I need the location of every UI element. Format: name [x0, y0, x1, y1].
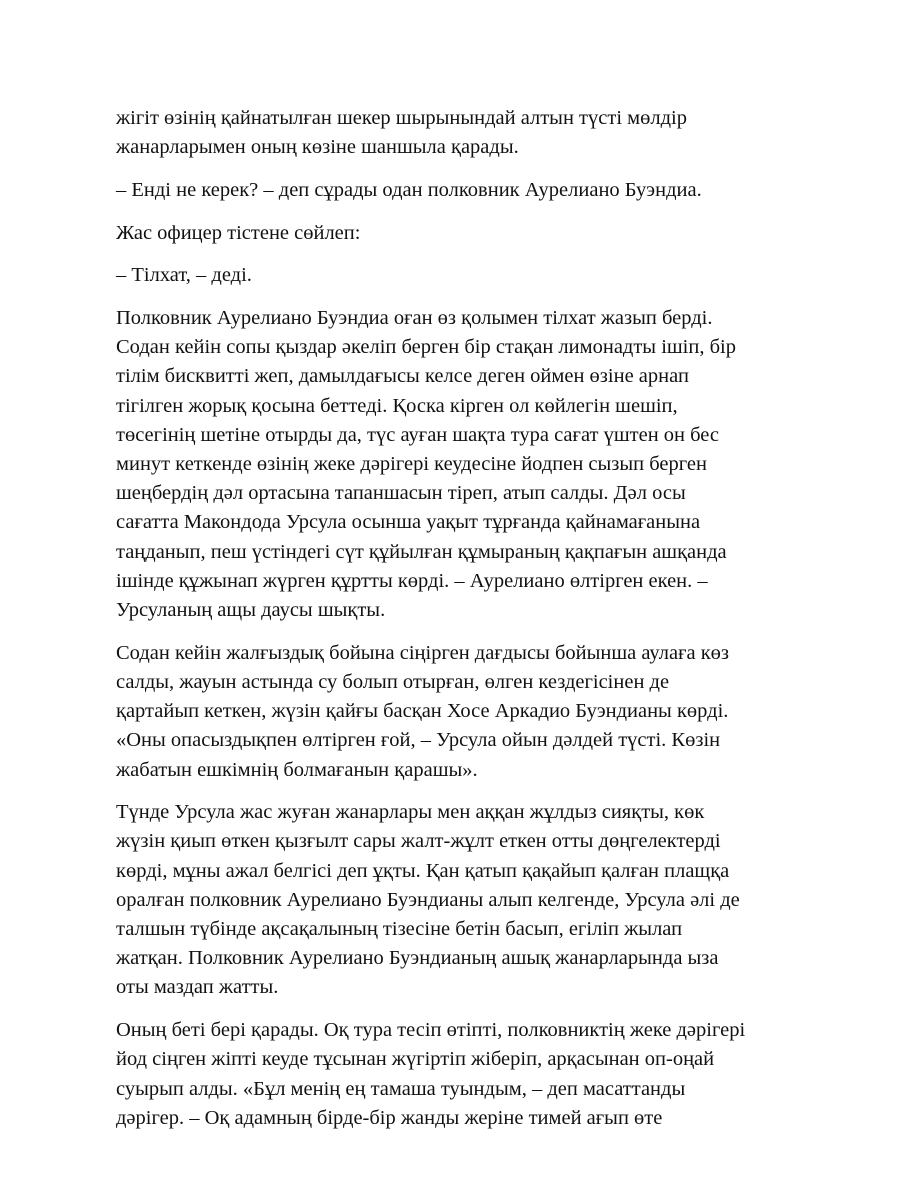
- document-page: [116, 104, 806, 1147]
- text-line: көрді, мұны ажал белгісі деп ұқты. Қан қатып қақайып қалған плащқа: [116, 859, 730, 882]
- text-line: қартайып кеткен, жүзін қайғы басқан Хосе Аркадио Буэндианы көрді.: [116, 700, 729, 723]
- text-line: Содан кейін сопы қыздар әкеліп берген бір стақан лимонадты ішіп, бір: [116, 336, 736, 359]
- text-line: тігілген жорық қосына беттеді. Қоска кірген ол көйлегін шешіп,: [116, 394, 678, 417]
- paragraph: [116, 176, 806, 205]
- text-line: Содан кейін жалғыздық бойына сіңірген дағдысы бойынша аулаға көз: [116, 641, 730, 664]
- text-line: Түнде Урсула жас жуған жанарлары мен аққан жұлдыз сияқты, көк: [116, 801, 705, 824]
- text-line: «Оны опасыздықпен өлтірген ғой, – Урсула ойын дәлдей түсті. Көзін: [116, 729, 721, 752]
- text-line: Оның беті бері қарады. Оқ тура тесіп өтіпті, полковниктің жеке дәрігері: [116, 1019, 746, 1042]
- paragraph: [116, 104, 806, 162]
- paragraph: [116, 1016, 806, 1133]
- text-line: Жас офицер тістене сөйлеп:: [116, 221, 361, 244]
- text-line: – Тілхат, – деді.: [116, 264, 252, 287]
- text-line: талшын түбінде ақсақалының тізесіне бетін басып, егіліп жылап: [116, 918, 683, 941]
- paragraph: [116, 219, 806, 248]
- text-line: – Енді не керек? – деп сұрады одан полковник Аурелиано Буэндиа.: [116, 178, 702, 201]
- text-line: жігіт өзінің қайнатылған шекер шырынындай алтын түсті мөлдір: [116, 107, 687, 129]
- text-line: тілім бисквитті жеп, дамылдағысы келсе деген оймен өзіне арнап: [116, 365, 689, 388]
- text-line: минут кеткенде өзінің жеке дәрігері кеудесіне йодпен сызып берген: [116, 453, 707, 476]
- text-line: Урсуланың ащы даусы шықты.: [116, 599, 386, 622]
- paragraph: [116, 304, 806, 625]
- text-line: таңданып, пеш үстіндегі сүт құйылған құмыраның қақпағын ашқанда: [116, 540, 727, 563]
- text-line: сағатта Макондода Урсула осынша уақыт тұрғанда қайнамағанына: [116, 511, 701, 534]
- text-line: жанарларымен оның көзіне шаншыла қарады.: [116, 136, 519, 159]
- text-line: салды, жауын астында су болып отырған, өлген кездегісінен де: [116, 670, 670, 693]
- text-line: жүзін қиып өткен қызғылт сары жалт-жұлт еткен отты дөңгелектерді: [116, 830, 721, 853]
- text-line: ішінде құжынап жүрген құртты көрді. – Аурелиано өлтірген екен. –: [116, 569, 708, 592]
- text-line: оралған полковник Аурелиано Буэндианы алып келгенде, Урсула әлі де: [116, 888, 740, 911]
- text-line: йод сіңген жіпті кеуде тұсынан жүгіртіп жіберіп, арқасынан оп-оңай: [116, 1048, 715, 1071]
- text-line: суырып алды. «Бұл менің ең тамаша туындым, – деп масаттанды: [116, 1077, 686, 1100]
- text-line: жатқан. Полковник Аурелиано Буэндианың ашық жанарларында ыза: [116, 947, 719, 970]
- paragraph: [116, 261, 806, 290]
- text-line: төсегінің шетіне отырды да, түс ауған шақта тура сағат үштен он бес: [116, 423, 719, 446]
- text-line: шеңбердің дәл ортасына тапаншасын тіреп, атып салды. Дәл осы: [116, 482, 686, 505]
- text-line: Полковник Аурелиано Буэндиа оған өз қолымен тілхат жазып берді.: [116, 307, 713, 330]
- paragraph: [116, 639, 806, 785]
- text-line: жабатын ешкімнің болмағанын қарашы».: [116, 758, 478, 781]
- paragraph: [116, 798, 806, 1002]
- text-line: оты маздап жатты.: [116, 976, 279, 999]
- text-line: дәрігер. – Оқ адамның бірде-бір жанды жеріне тимей ағып өте: [116, 1106, 663, 1129]
